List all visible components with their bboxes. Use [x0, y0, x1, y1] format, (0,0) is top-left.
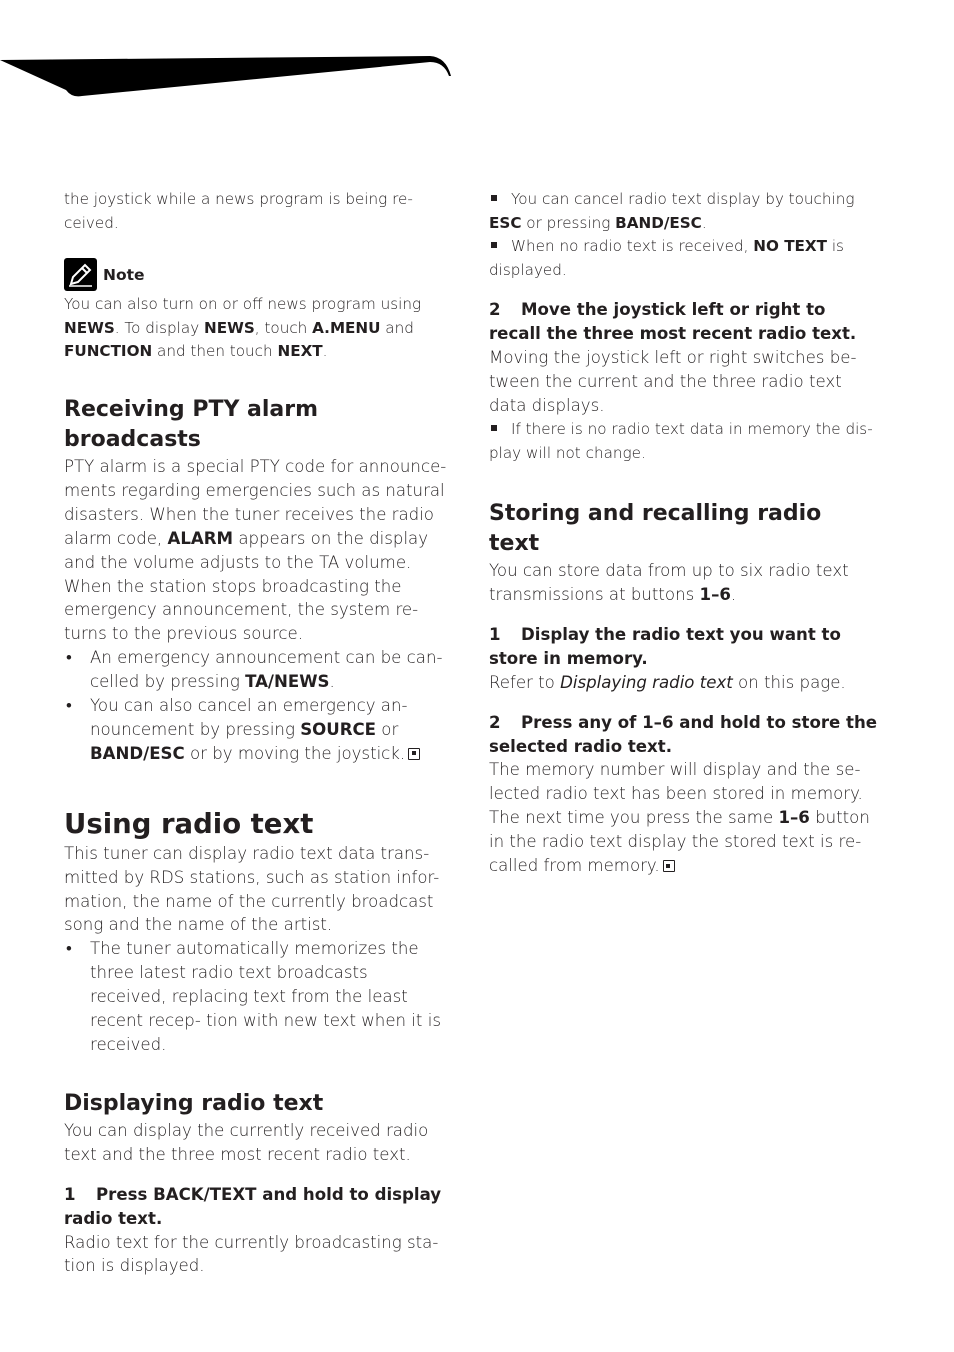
pty-paragraph: PTY alarm is a special PTY code for announce- ments regarding emergencies such as natural disasters. When the tuner receives the radio alarm code, ALARM appears on the display and the volume adjusts to the TA volume. When the station stops broadcasting the emergency announcement, the system re- turns to the previous source.: [64, 456, 447, 644]
storing-paragraph: You can store data from up to six radio text transmissions at buttons 1–6.: [489, 561, 849, 604]
note-text: You can also turn on or off news program using NEWS. To display NEWS, touch A.MENU and FUNCTION and then touch NEXT.: [64, 295, 422, 361]
square-bullet-icon: [491, 242, 497, 248]
left-column: [64, 188, 449, 1278]
display-paragraph: You can display the currently received radio text and the three most recent radio text.: [64, 1120, 429, 1164]
no-data-note: If there is no radio text data in memory the dis- play will not change.: [489, 419, 873, 462]
step-1-title: 1 Press BACK/TEXT and hold to display radio text.: [64, 1184, 442, 1228]
list-item: • The tuner automatically memorizes the three latest radio text broadcasts received, replacing text from the least recent recep- tion with new text when it is received.: [64, 937, 449, 1057]
cancel-note: You can cancel radio text display by touching ESC or pressing BAND/ESC.: [489, 190, 855, 232]
square-bullet-icon: [491, 425, 497, 431]
no-text-note: When no radio text is received, NO TEXT is displayed.: [489, 237, 844, 279]
intro-text: the joystick while a news program is being re- ceived.: [64, 190, 413, 232]
store-step-1-title: 1 Display the radio text you want to store in memory.: [489, 624, 841, 668]
store-step-2-description: The memory number will display and the se- lected radio text has been stored in memory. The next time you press the same 1–6 button in the radio text display the stored text is re- called from memory.: [489, 760, 870, 876]
store-step-1-description: Refer to Displaying radio text on this page.: [489, 672, 846, 692]
using-paragraph: This tuner can display radio text data trans- mitted by RDS stations, such as station infor- mation, the name of the currently broadcast song and the name of the artist.: [64, 843, 440, 935]
note-header: [64, 258, 449, 291]
store-step-2-title: 2 Press any of 1–6 and hold to store the selected radio text.: [489, 712, 878, 756]
step-1-description: Radio text for the currently broadcasting sta- tion is displayed.: [64, 1232, 439, 1276]
step-2-title: 2 Move the joystick left or right to recall the three most recent radio text.: [489, 300, 857, 344]
end-mark-icon: [408, 748, 420, 760]
list-item: • You can also cancel an emergency an- nouncement by pressing SOURCE or BAND/ESC or by moving the joystick.: [64, 694, 449, 766]
pty-heading: Receiving PTY alarm broadcasts: [64, 396, 319, 452]
square-bullet-icon: [491, 195, 497, 201]
pty-bullets: [64, 646, 449, 766]
list-item: • An emergency announcement can be can- celled by pressing TA/NEWS.: [64, 646, 449, 694]
note-label: Note: [103, 265, 145, 284]
using-heading: Using radio text: [64, 807, 314, 840]
end-mark-icon: [663, 860, 675, 872]
page-header-tab: [0, 54, 452, 100]
note-pencil-icon: [64, 258, 97, 291]
right-column: [489, 188, 879, 878]
display-heading: Displaying radio text: [64, 1090, 324, 1116]
using-bullets: [64, 937, 449, 1057]
step-2-description: Moving the joystick left or right switches be- tween the current and the three radio text data displays.: [489, 348, 857, 415]
storing-heading: Storing and recalling radio text: [489, 501, 822, 557]
